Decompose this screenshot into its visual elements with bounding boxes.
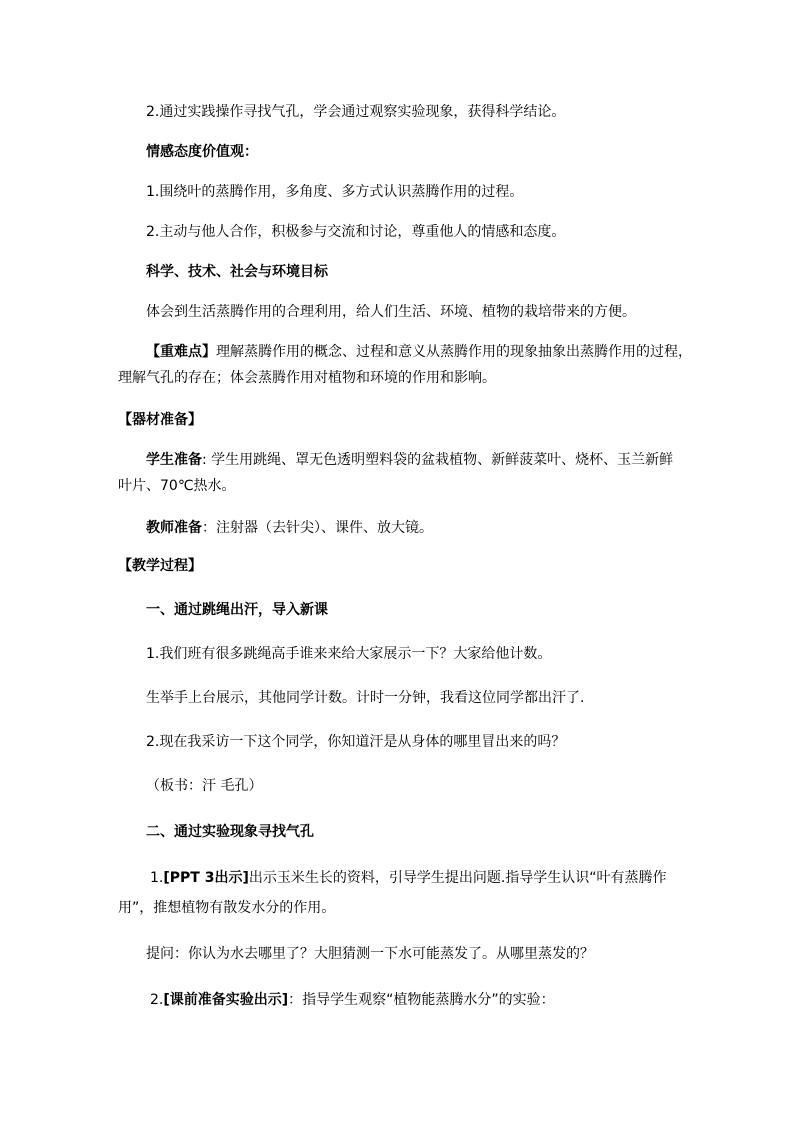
ppt-text-1: 出示玉米生长的资料，引导学生提出问题.指导学生认识“叶有蒸腾作 bbox=[248, 870, 667, 886]
paragraph-question: 提问：你认为水去哪里了？大胆猜测一下水可能蒸发了。从哪里蒸发的？ bbox=[146, 946, 594, 962]
student-prep-line-2: 叶片、70℃热水。 bbox=[118, 478, 236, 494]
prep-experiment-line bbox=[150, 990, 555, 1010]
paragraph-emotion-1: 1.围绕叶的蒸腾作用，多角度、多方式认识蒸腾作用的过程。 bbox=[146, 184, 524, 200]
paragraph-part1-1: 1.我们班有很多跳绳高手谁来来给大家展示一下？大家给他计数。 bbox=[146, 646, 552, 662]
teacher-prep-text: ：注射器（去针尖）、课件、放大镜。 bbox=[202, 520, 433, 536]
teacher-prep-line bbox=[146, 518, 433, 538]
key-difficulty-label: 【重难点】 bbox=[146, 344, 216, 360]
student-prep-text-1: : 学生用跳绳、罩无色透明塑料袋的盆栽植物、新鲜菠菜叶、烧杯、玉兰新鲜 bbox=[202, 452, 674, 468]
student-prep-line-1 bbox=[146, 450, 673, 470]
prep-prefix: 2. bbox=[150, 992, 164, 1008]
paragraph-skill-2: 2.通过实践操作寻找气孔，学会通过观察实验现象，获得科学结论。 bbox=[146, 104, 566, 120]
paragraph-part1-3: 2.现在我采访一下这个同学，你知道汗是从身体的哪里冒出来的吗？ bbox=[146, 734, 566, 750]
prep-text: ：指导学生观察“植物能蒸腾水分”的实验： bbox=[288, 992, 555, 1008]
paragraph-emotion-2: 2.主动与他人合作，积极参与交流和讨论，尊重他人的情感和态度。 bbox=[146, 224, 566, 240]
teacher-prep-label: 教师准备 bbox=[146, 520, 202, 536]
ppt-line-1 bbox=[150, 868, 667, 888]
heading-equipment: 【器材准备】 bbox=[118, 412, 202, 428]
key-difficulty-text-1: 理解蒸腾作用的概念、过程和意义从蒸腾作用的现象抽象出蒸腾作用的过程， bbox=[216, 344, 692, 360]
key-difficulty-line-1 bbox=[146, 342, 692, 362]
student-prep-label: 学生准备 bbox=[146, 452, 202, 468]
ppt-prefix: 1. bbox=[150, 870, 164, 886]
prep-label: [课前准备实验出示] bbox=[163, 992, 289, 1008]
paragraph-part1-2: 生举手上台展示，其他同学计数。计时一分钟，我看这位同学都出汗了. bbox=[146, 690, 585, 706]
board-note: （板书：汗 毛孔） bbox=[146, 778, 263, 794]
ppt-line-2: 用”，推想植物有散发水分的作用。 bbox=[118, 900, 336, 916]
heading-emotion-values: 情感态度价值观： bbox=[146, 144, 258, 160]
heading-part-1: 一、通过跳绳出汗，导入新课 bbox=[146, 602, 328, 618]
key-difficulty-line-2: 理解气孔的存在；体会蒸腾作用对植物和环境的作用和影响。 bbox=[118, 370, 496, 386]
ppt-label: [PPT 3出示] bbox=[163, 870, 249, 886]
paragraph-sts: 体会到生活蒸腾作用的合理利用，给人们生活、环境、植物的栽培带来的方便。 bbox=[146, 304, 636, 320]
heading-sts-goals: 科学、技术、社会与环境目标 bbox=[146, 264, 328, 280]
heading-teaching-process: 【教学过程】 bbox=[118, 558, 202, 574]
heading-part-2: 二、通过实验现象寻找气孔 bbox=[146, 824, 314, 840]
